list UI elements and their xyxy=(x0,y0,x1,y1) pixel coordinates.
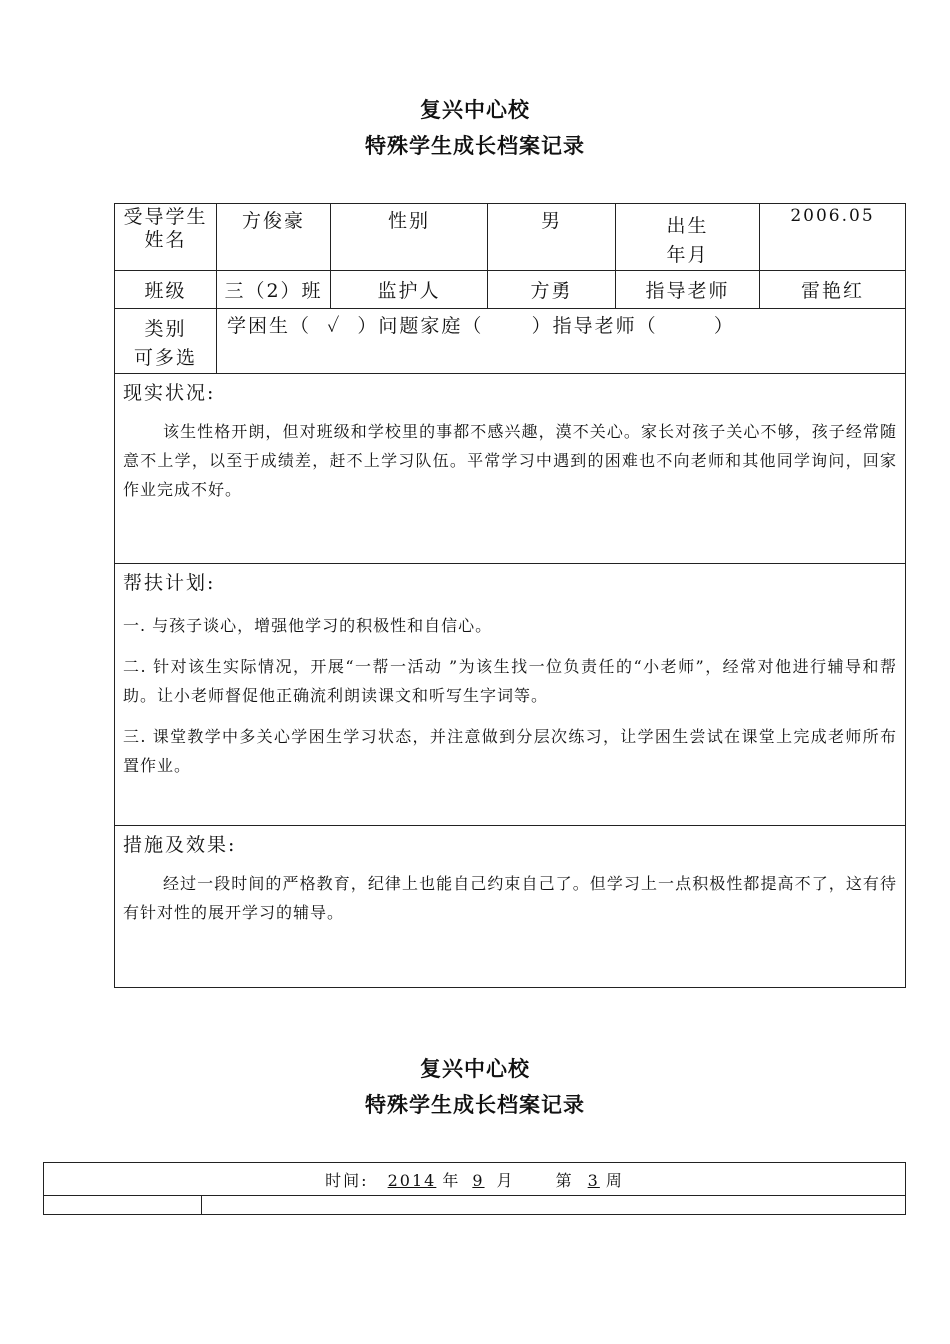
empty-cell-left xyxy=(44,1196,202,1215)
document-title: 特殊学生成长档案记录 xyxy=(365,134,585,158)
month-value: 9 xyxy=(472,1170,485,1190)
class-label: 班级 xyxy=(115,271,217,309)
weekly-record-table xyxy=(43,1162,906,1215)
situation-heading: 现实状况: xyxy=(123,382,216,404)
situation-text: 该生性格开朗，但对班级和学校里的事都不感兴趣，漠不关心。家长对孩子关心不够，孩子经常随意不上学，以至于成绩差，赶不上学习队伍。平常学习中遇到的困难也不向老师和其他同学询问，回家作业完成不好。 xyxy=(123,422,897,499)
name-value: 方俊豪 xyxy=(217,204,331,271)
plan-section xyxy=(115,564,906,826)
class-value: 三（2）班 xyxy=(217,271,331,309)
student-record-table xyxy=(114,203,906,988)
year-value: 2014 xyxy=(387,1170,437,1190)
teacher-value: 雷艳红 xyxy=(760,271,906,309)
plan-item-1: 一. 与孩子谈心，增强他学习的积极性和自信心。 xyxy=(123,616,493,635)
school-name: 复兴中心校 xyxy=(420,98,530,122)
measures-text: 经过一段时间的严格教育，纪律上也能自己约束自己了。但学习上一点积极性都提高不了，这有待有针对性的展开学习的辅导。 xyxy=(123,874,897,922)
measures-heading: 措施及效果: xyxy=(123,834,237,856)
category-options: 学困生（ ✓ ）问题家庭（ ）指导老师（ ） xyxy=(217,309,906,374)
plan-heading: 帮扶计划: xyxy=(123,572,216,594)
birth-label-line2: 年月 xyxy=(666,244,709,266)
birth-label xyxy=(616,204,760,271)
birth-value: 2006.05 xyxy=(760,204,906,271)
gender-label: 性别 xyxy=(331,204,488,271)
time-row xyxy=(44,1163,906,1196)
document-title-2: 特殊学生成长档案记录 xyxy=(365,1093,585,1117)
category-label xyxy=(115,309,217,374)
name-label: 受导学生姓名 xyxy=(115,204,217,271)
week-prefix: 第 xyxy=(555,1170,574,1190)
plan-item-2: 二. 针对该生实际情况，开展“一帮一活动 ”为该生找一位负责任的“小老师”，经常对他进行辅导和帮助。让小老师督促他正确流利朗读课文和听写生字词等。 xyxy=(123,657,897,705)
gender-value: 男 xyxy=(488,204,616,271)
week-unit: 周 xyxy=(605,1170,624,1190)
month-unit: 月 xyxy=(496,1170,515,1190)
situation-section xyxy=(115,374,906,564)
category-label-line1: 类别 xyxy=(144,318,187,340)
teacher-label: 指导老师 xyxy=(616,271,760,309)
week-value: 3 xyxy=(587,1170,600,1190)
year-unit: 年 xyxy=(442,1170,461,1190)
category-label-line2: 可多选 xyxy=(133,347,197,369)
empty-cell-right xyxy=(202,1196,906,1215)
birth-label-line1: 出生 xyxy=(666,215,709,237)
guardian-value: 方勇 xyxy=(488,271,616,309)
time-label: 时间: xyxy=(325,1170,369,1190)
plan-item-3: 三. 课堂教学中多关心学困生学习状态，并注意做到分层次练习，让学困生尝试在课堂上完成老师所布置作业。 xyxy=(123,727,897,775)
school-name-2: 复兴中心校 xyxy=(420,1057,530,1081)
measures-section xyxy=(115,826,906,988)
guardian-label: 监护人 xyxy=(331,271,488,309)
